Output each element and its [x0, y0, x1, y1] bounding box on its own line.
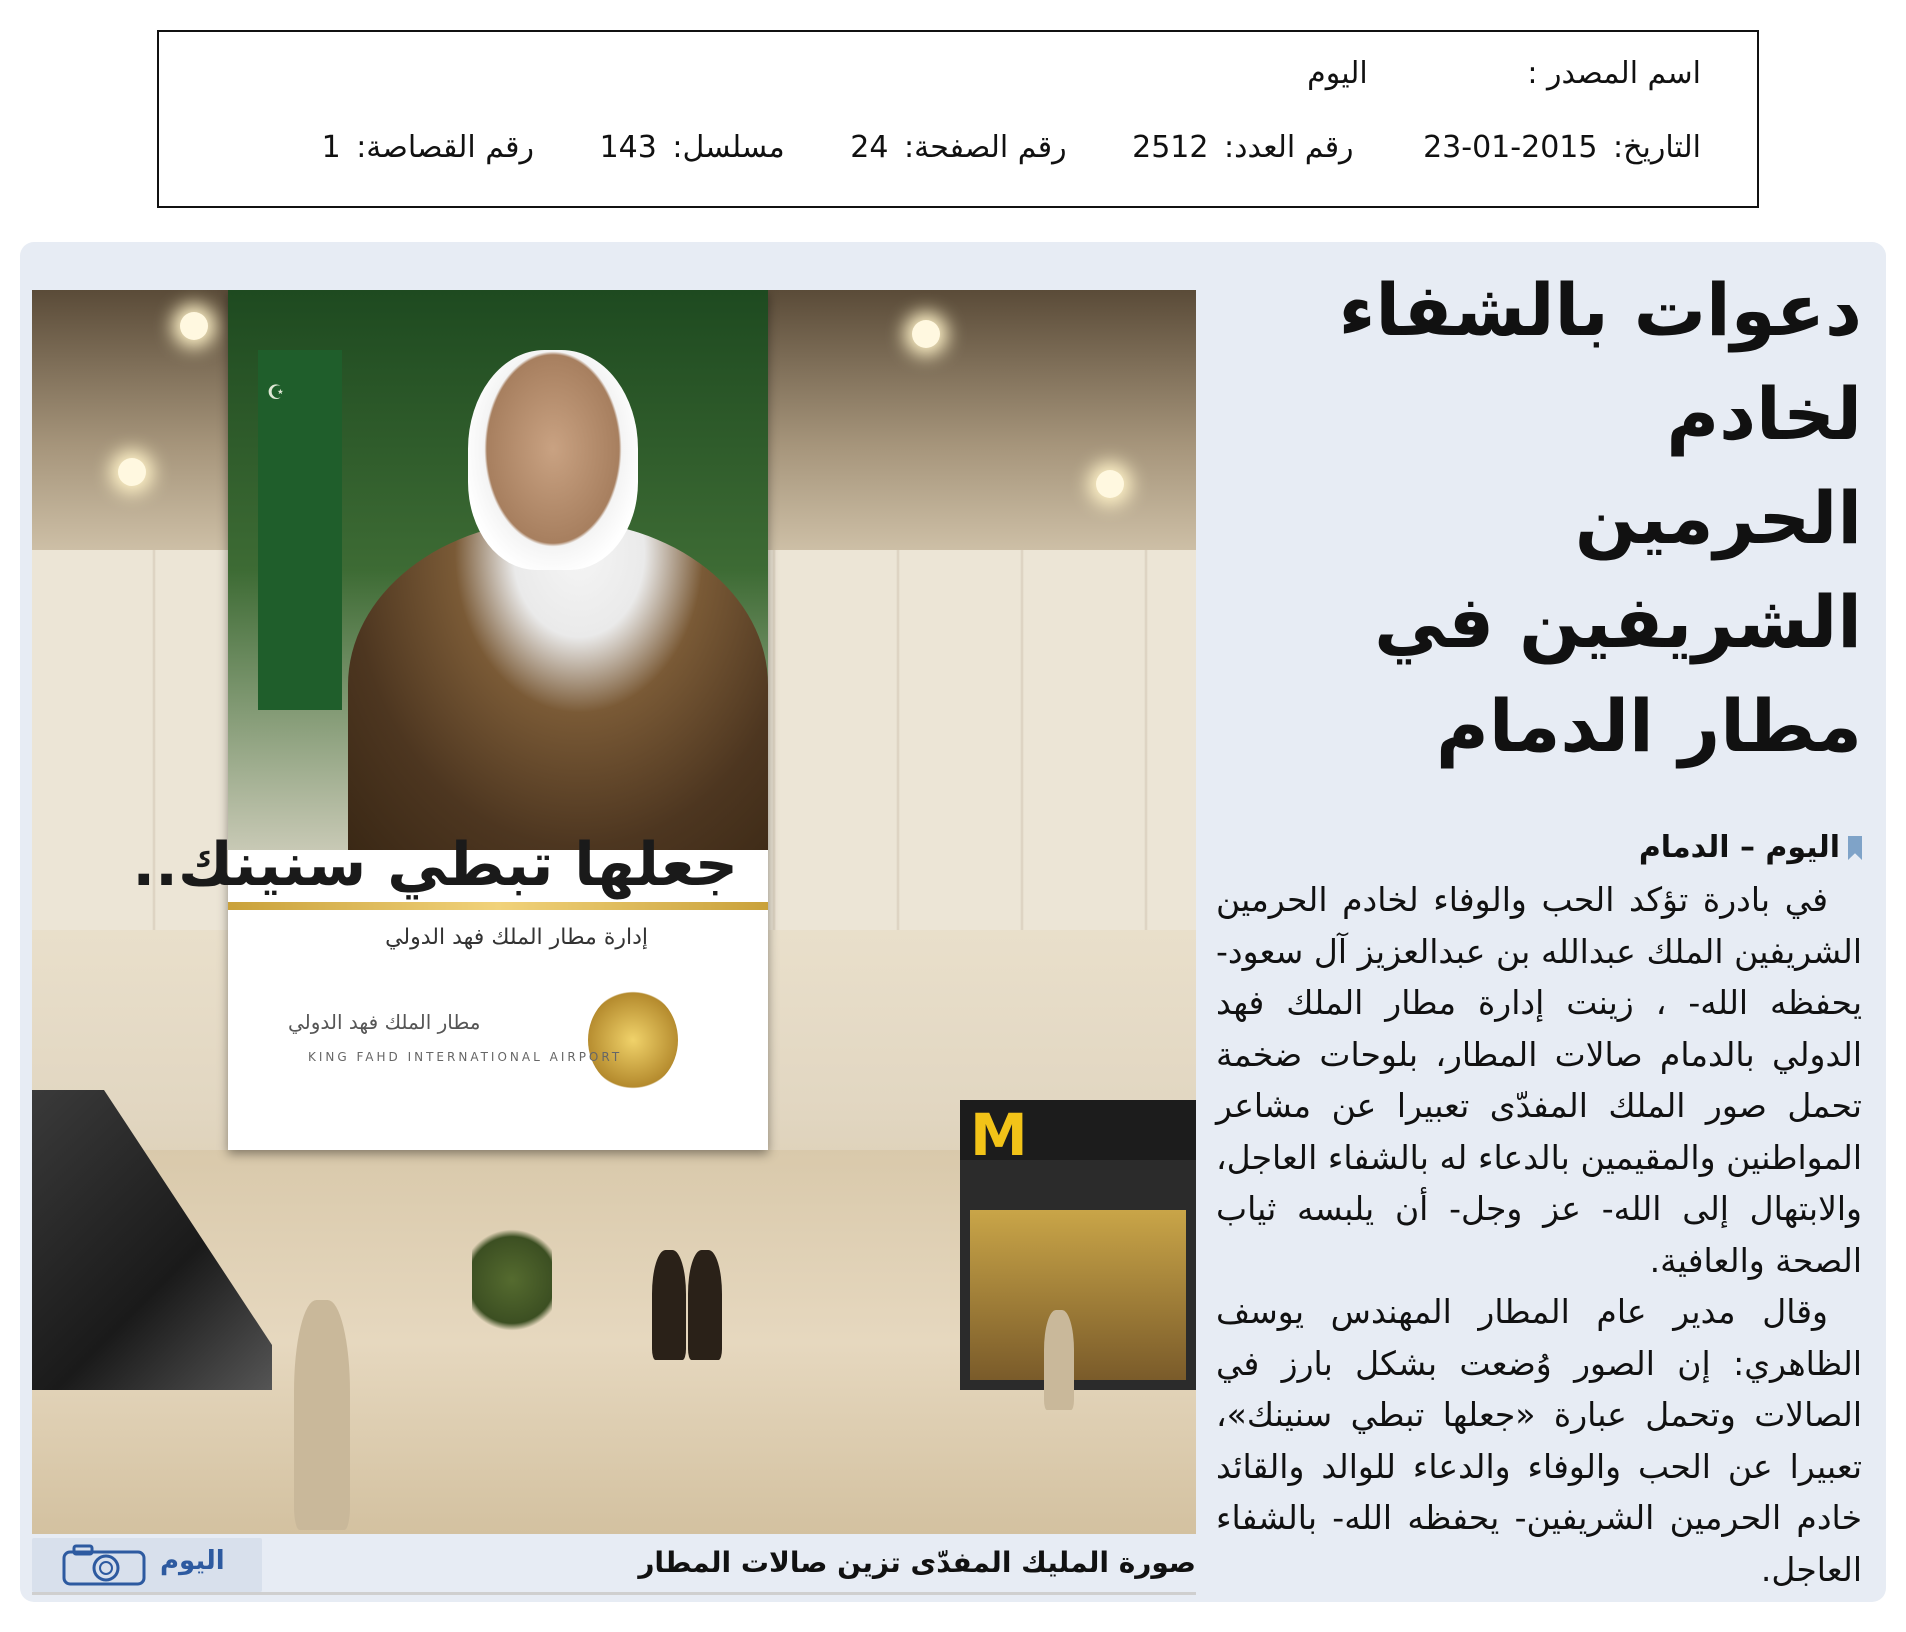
page-field [850, 130, 1066, 165]
caption-logo: اليوم [160, 1546, 225, 1576]
banner-airport-name-en: KING FAHD INTERNATIONAL AIRPORT [308, 1050, 623, 1064]
store-sign [960, 1100, 1196, 1169]
source-value: اليوم [1307, 56, 1368, 91]
date-label: التاريخ: [1613, 130, 1701, 165]
clipping-value: 1 [321, 130, 341, 165]
banner-subtitle: إدارة مطار الملك فهد الدولي [385, 925, 648, 950]
page-label: رقم الصفحة: [904, 130, 1067, 165]
photo-caption-bar [32, 1538, 1196, 1595]
headline-line: الحرمين الشريفين في [1374, 476, 1862, 664]
person-figure [652, 1250, 686, 1360]
hanging-banner [132, 290, 768, 1150]
byline [1216, 826, 1862, 870]
headline [1216, 258, 1862, 778]
serial-field [600, 130, 785, 165]
store-window [970, 1210, 1186, 1380]
source-label: اسم المصدر : [1527, 56, 1701, 91]
headline-line: مطار الدمام [1436, 684, 1862, 768]
clipping-label: رقم القصاصة: [356, 130, 535, 165]
flag-emblem-icon: ☪ [264, 380, 288, 404]
camera-icon [62, 1544, 146, 1586]
body-paragraph: في بادرة تؤكد الحب والوفاء لخادم الحرمين الشريفين الملك عبدالله بن عبدالعزيز آل سعود- يحفظه الله- ، زينت إدارة مطار الملك فهد الدولي بالدمام صالات المطار، بلوحات ضخمة تحمل صور الملك المفدّى تعبيرا عن مشاعر المواطنين والمقيمين بالدعاء له بالشفاء العاجل، والابتهال إلى الله- عز وجل- أن يلبسه ثياب الصحة والعافية. [1216, 880, 1862, 1280]
ceiling-light [912, 320, 940, 348]
flag-image [258, 350, 342, 710]
metadata-box [157, 30, 1759, 208]
page-value: 24 [850, 130, 889, 165]
bookmark-icon [1848, 836, 1862, 860]
airport-emblem-icon [588, 990, 678, 1090]
banner-stripe [228, 902, 768, 910]
ceiling-light [1096, 470, 1124, 498]
byline-text: اليوم – الدمام [1638, 830, 1840, 865]
serial-label: مسلسل: [672, 130, 785, 165]
plant [472, 1220, 552, 1340]
serial-value: 143 [599, 130, 657, 165]
ceiling-light [118, 458, 146, 486]
banner-airport-name-ar: مطار الملك فهد الدولي [288, 1010, 481, 1034]
headline-line: دعوات بالشفاء لخادم [1338, 268, 1862, 456]
banner-slogan: جعلها تبطي سنينك.. [132, 830, 738, 900]
photo-caption: صورة المليك المفدّى تزين صالات المطار [638, 1546, 1196, 1579]
article-body [1216, 874, 1862, 1595]
ceiling-light [180, 312, 208, 340]
portrait-head [468, 350, 638, 570]
clipping-field [322, 130, 534, 165]
article-text-column [1216, 258, 1862, 1588]
article-photo [32, 290, 1196, 1534]
person-figure [294, 1300, 350, 1530]
caption-logo-box [32, 1538, 262, 1592]
date-value: 2015-01-23 [1423, 130, 1598, 165]
issue-field [1132, 130, 1353, 165]
person-figure [688, 1250, 722, 1360]
article-panel [20, 242, 1886, 1602]
issue-value: 2512 [1132, 130, 1209, 165]
banner-portrait-area [228, 290, 768, 850]
body-paragraph: وقال مدير عام المطار المهندس يوسف الظاهري: إن الصور وُضعت بشكل بارز في الصالات وتحمل عبارة «جعلها تبطي سنينك»، تعبيرا عن الحب والوفاء والدعاء للوالد والقائد خادم الحرمين الشريفين- يحفظه الله- بالشفاء العاجل. [1216, 1292, 1862, 1589]
source-line [1307, 56, 1701, 91]
restaurant-storefront [960, 1100, 1196, 1390]
issue-label: رقم العدد: [1224, 130, 1354, 165]
person-figure [1044, 1310, 1074, 1410]
date-field [1423, 130, 1701, 165]
store-logo: M [970, 1101, 1028, 1169]
details-line [322, 130, 1701, 165]
